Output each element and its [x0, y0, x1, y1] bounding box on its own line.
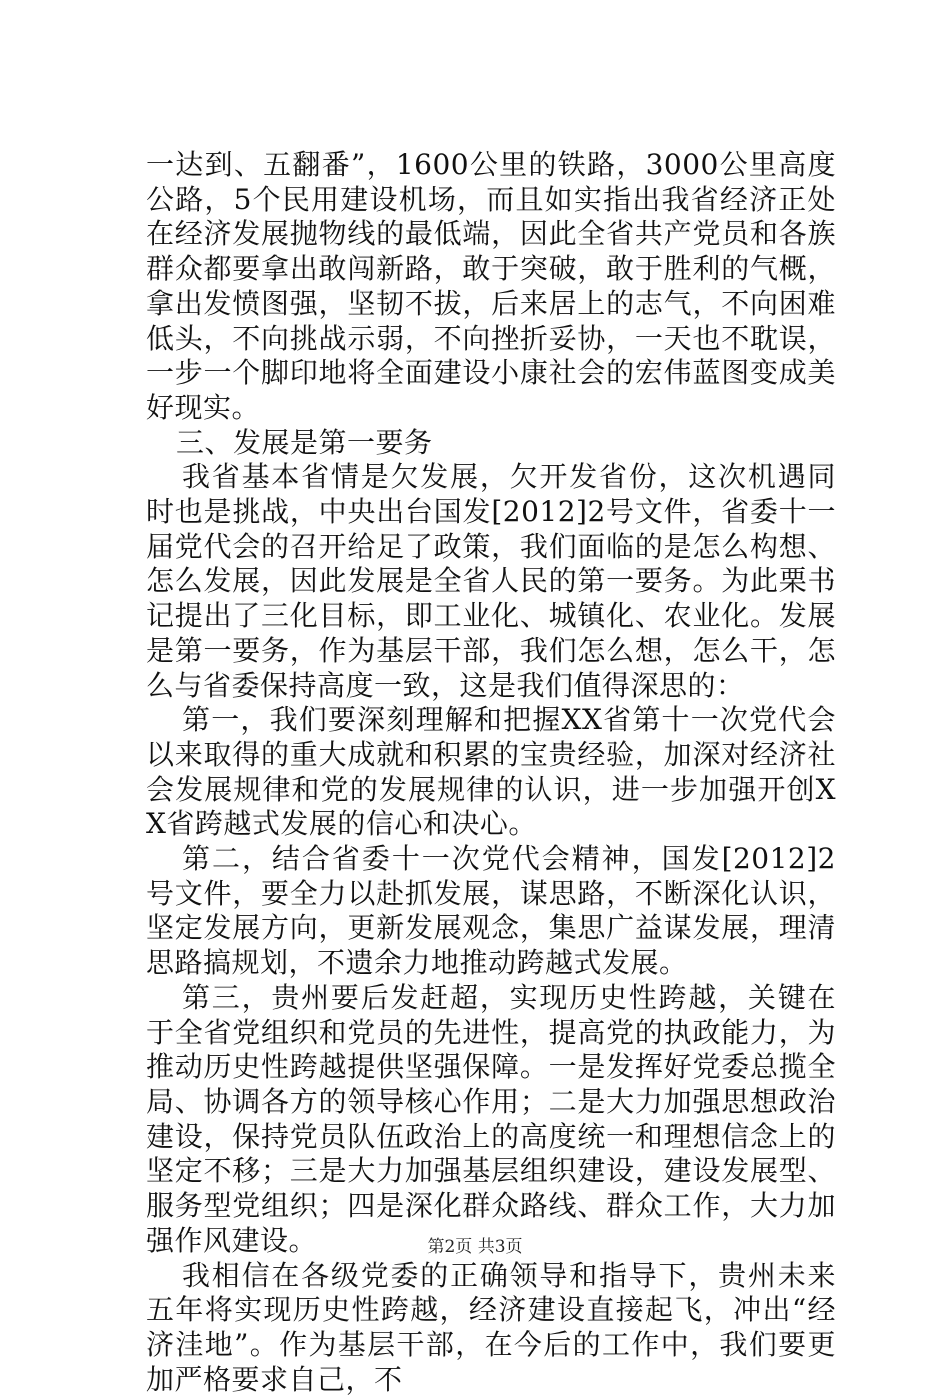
- section-heading: 三、发展是第一要务: [146, 426, 836, 461]
- page-number-footer: 第2页 共3页: [0, 1232, 950, 1257]
- paragraph-point-one: 第一，我们要深刻理解和把握XX省第十一次党代会以来取得的重大成就和积累的宝贵经验，加深对经济社会发展规律和党的发展规律的认识，进一步加强开创XX省跨越式发展的信心和决心。: [146, 703, 836, 842]
- paragraph-conclusion: 我相信在各级党委的正确领导和指导下，贵州未来五年将实现历史性跨越，经济建设直接起飞，冲出“经济洼地”。作为基层干部，在今后的工作中，我们要更加严格要求自己，不: [146, 1259, 836, 1397]
- paragraph-point-two: 第二，结合省委十一次党代会精神，国发[2012]2号文件，要全力以赴抓发展，谋思路，不断深化认识，坚定发展方向，更新发展观念，集思广益谋发展，理清思路搞规划，不遗余力地推动跨越式发展。: [146, 842, 836, 981]
- paragraph-point-three: 第三，贵州要后发赶超，实现历史性跨越，关键在于全省党组织和党员的先进性，提高党的执政能力，为推动历史性跨越提供坚强保障。一是发挥好党委总揽全局、协调各方的领导核心作用；二是大力加强思想政治建设，保持党员队伍政治上的高度统一和理想信念上的坚定不移；三是大力加强基层组织建设，建设发展型、服务型党组织；四是深化群众路线、群众工作，大力加强作风建设。: [146, 981, 836, 1259]
- document-body: [146, 148, 836, 1397]
- paragraph-province-situation: 我省基本省情是欠发展，欠开发省份，这次机遇同时也是挑战，中央出台国发[2012]2号文件，省委十一届党代会的召开给足了政策，我们面临的是怎么构想、怎么发展，因此发展是全省人民的第一要务。为此栗书记提出了三化目标，即工业化、城镇化、农业化。发展是第一要务，作为基层干部，我们怎么想，怎么干，怎么与省委保持高度一致，这是我们值得深思的：: [146, 460, 836, 703]
- paragraph-continuation: 一达到、五翻番”，1600公里的铁路，3000公里高度公路，5个民用建设机场，而且如实指出我省经济正处在经济发展抛物线的最低端，因此全省共产党员和各族群众都要拿出敢闯新路，敢于突破，敢于胜利的气概，拿出发愤图强，坚韧不拔，后来居上的志气，不向困难低头，不向挑战示弱，不向挫折妥协，一天也不耽误，一步一个脚印地将全面建设小康社会的宏伟蓝图变成美好现实。: [146, 148, 836, 426]
